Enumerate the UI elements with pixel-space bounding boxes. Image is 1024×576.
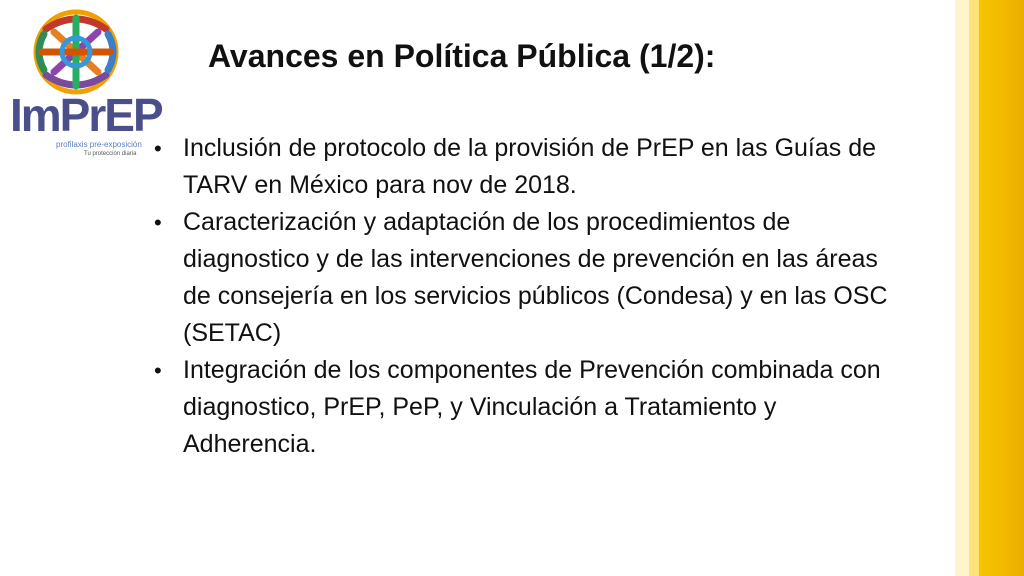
bullet-item: • Inclusión de protocolo de la provisión de PrEP en las Guías de TARV en México para nov de 2018. — [152, 130, 892, 204]
decorative-stripe-yellow — [979, 0, 1024, 576]
logo-subtitle: profilaxis pre-exposición — [56, 140, 142, 149]
slide-title: Avances en Política Pública (1/2): — [208, 38, 716, 74]
decorative-stripe-mid — [969, 0, 979, 576]
logo-tagline: Tu protección diaria — [84, 151, 137, 157]
bullet-item: • Caracterización y adaptación de los procedimientos de diagnostico y de las intervenciones de prevención en las áreas de consejería en los servicios públicos (Condesa) y en las OSC (SETAC) — [152, 204, 892, 352]
bullet-list — [152, 130, 892, 463]
bullet-item: • Integración de los componentes de Prevención combinada con diagnostico, PrEP, PeP, y Vinculación a Tratamiento y Adherencia. — [152, 352, 892, 463]
knot-emblem-icon — [26, 4, 126, 100]
logo-wordmark: ImPrEP — [10, 89, 162, 141]
decorative-stripe-light — [955, 0, 969, 576]
imprep-logo — [6, 4, 162, 174]
